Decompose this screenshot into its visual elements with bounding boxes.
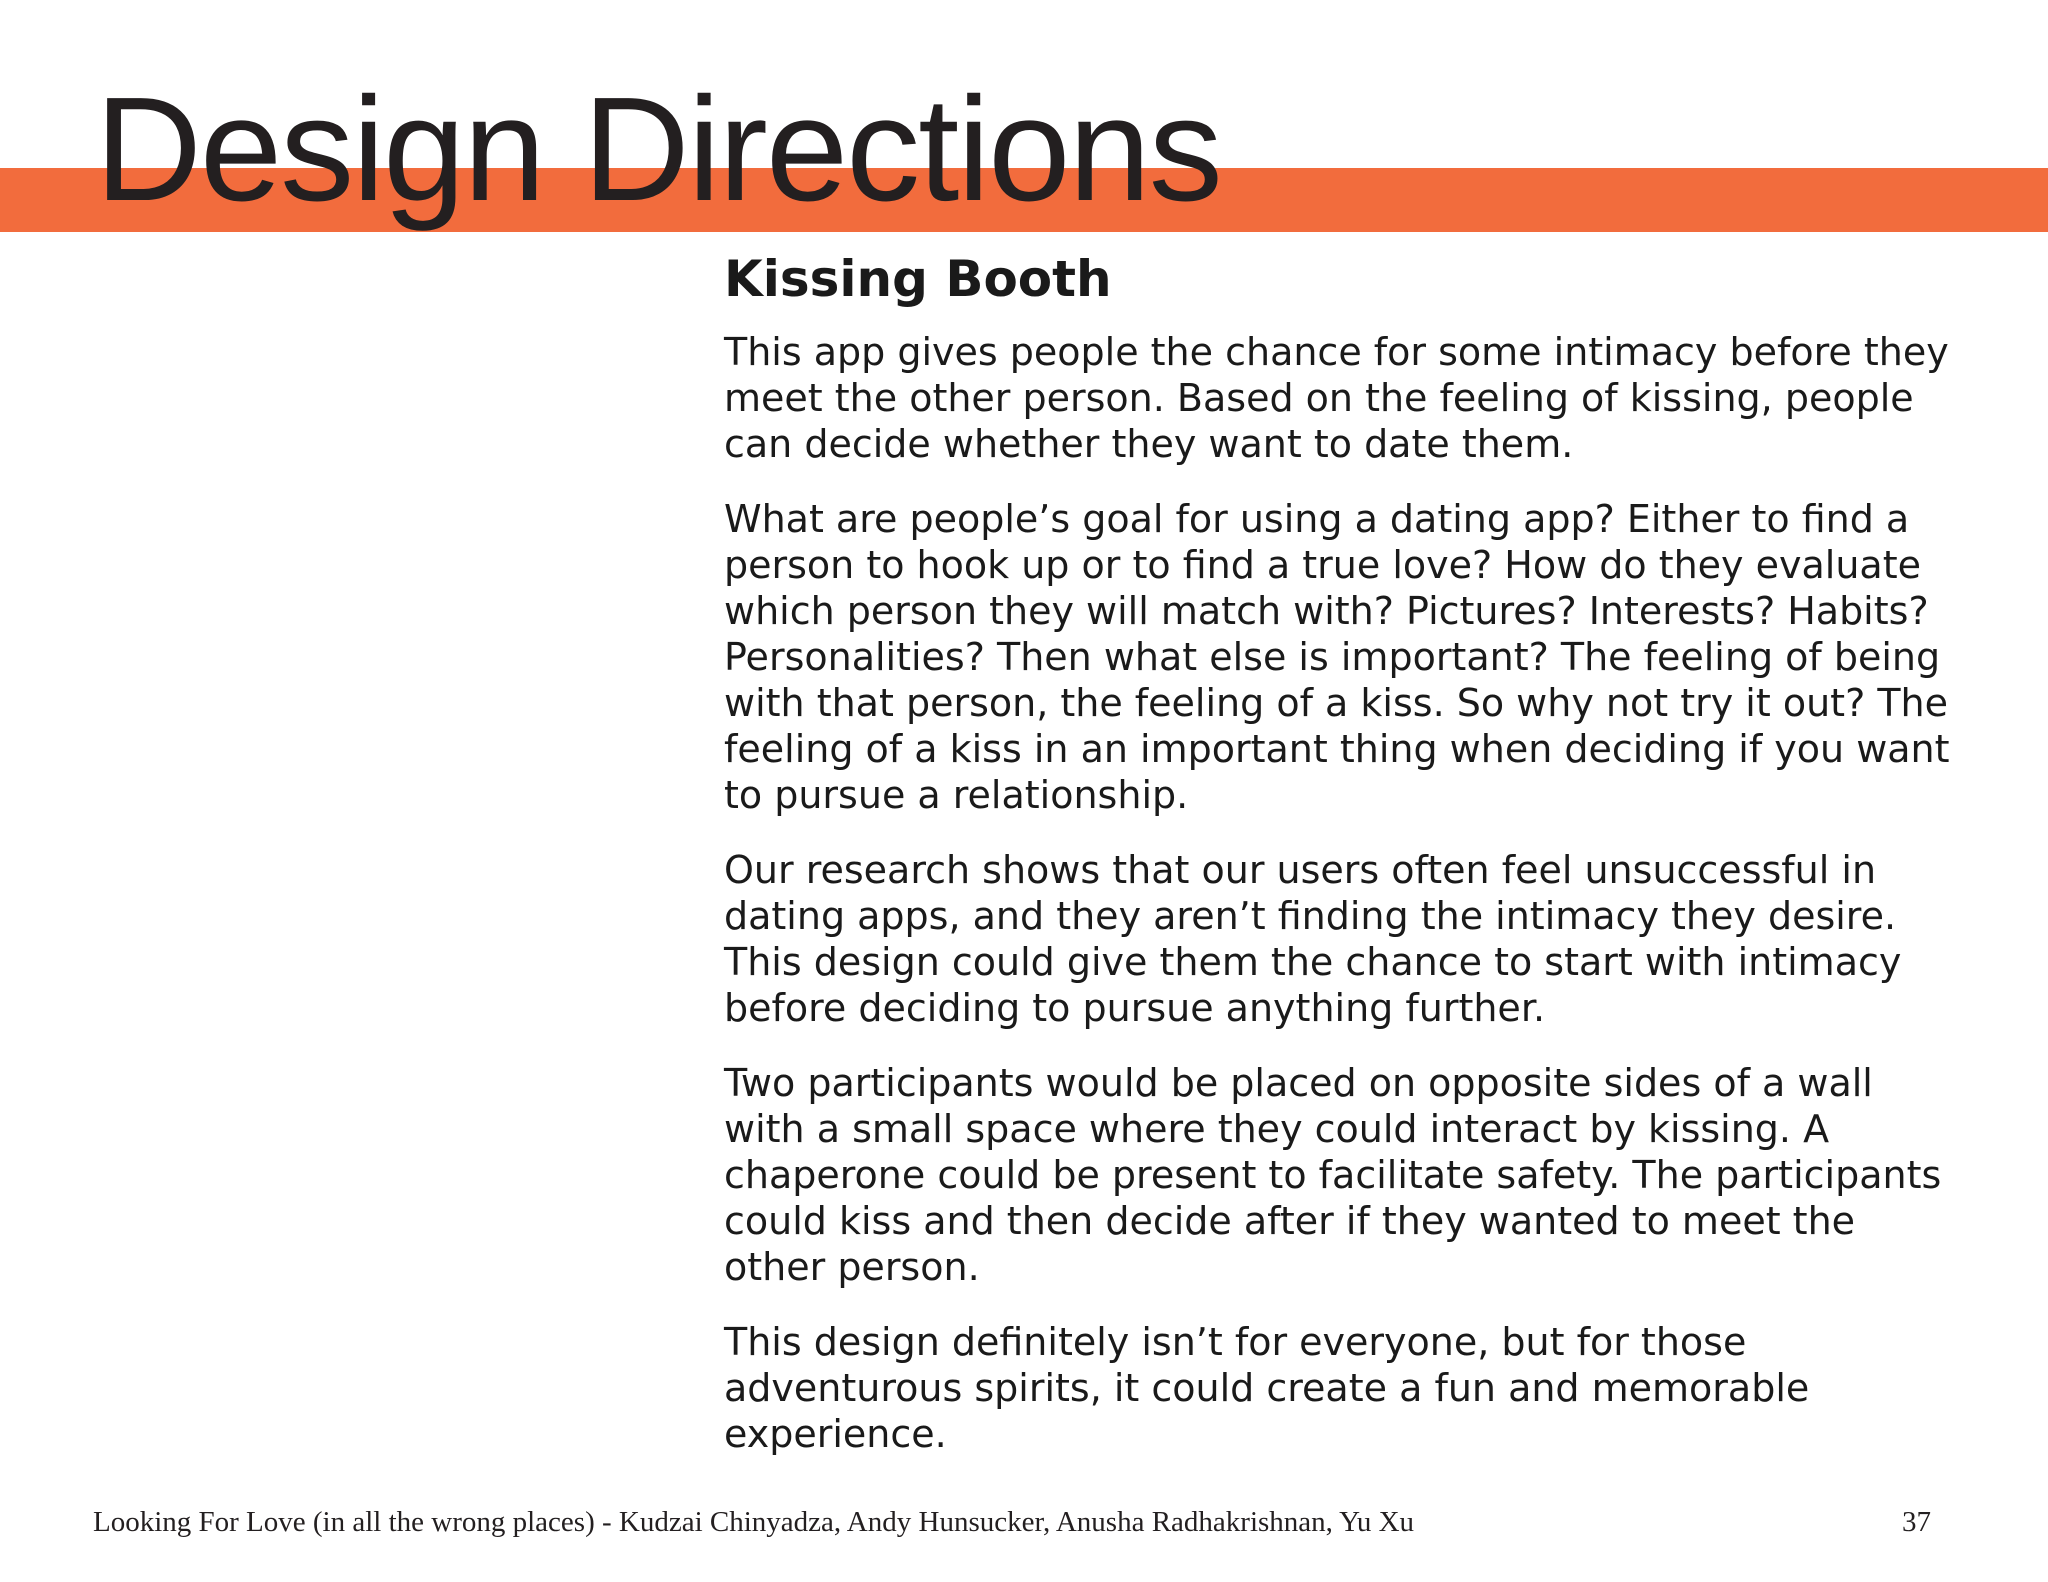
paragraph-conclusion: This design definitely isn’t for everyone, but for those adventurous spirits, it could create a fun and memorable experience. (724, 1320, 1810, 1456)
page-title: Design Directions (95, 67, 1221, 232)
paragraph-intro: This app gives people the chance for some intimacy before they meet the other person. Based on the feeling of kissing, people can decide whether they want to date them. (724, 330, 1949, 466)
page-number: 37 (1902, 1506, 1931, 1538)
paragraph-concept: Two participants would be placed on opposite sides of a wall with a small space where they could interact by kissing. A chaperone could be present to facilitate safety. The participants could kiss and then decide after if they wanted to meet the other person. (724, 1061, 1942, 1289)
main-content (724, 252, 1954, 1457)
section-heading: Kissing Booth (724, 250, 1112, 308)
footer-credit: Looking For Love (in all the wrong places) - Kudzai Chinyadza, Andy Hunsucker, Anusha Radhakrishnan, Yu Xu (93, 1506, 1415, 1538)
paragraph-research: Our research shows that our users often feel unsuccessful in dating apps, and they aren’t finding the intimacy they desire. This design could give them the chance to start with intimacy before deciding to pursue anything further. (724, 848, 1902, 1030)
paragraph-user-goals: What are people’s goal for using a dating app? Either to find a person to hook up or to find a true love? How do they evaluate which person they will match with? Pictures? Interests? Habits? Personalities? Then what else is important? The feeling of being with that person, the feeling of a kiss. So why not try it out? The feeling of a kiss in an important thing when deciding if you want to pursue a relationship. (724, 497, 1950, 817)
